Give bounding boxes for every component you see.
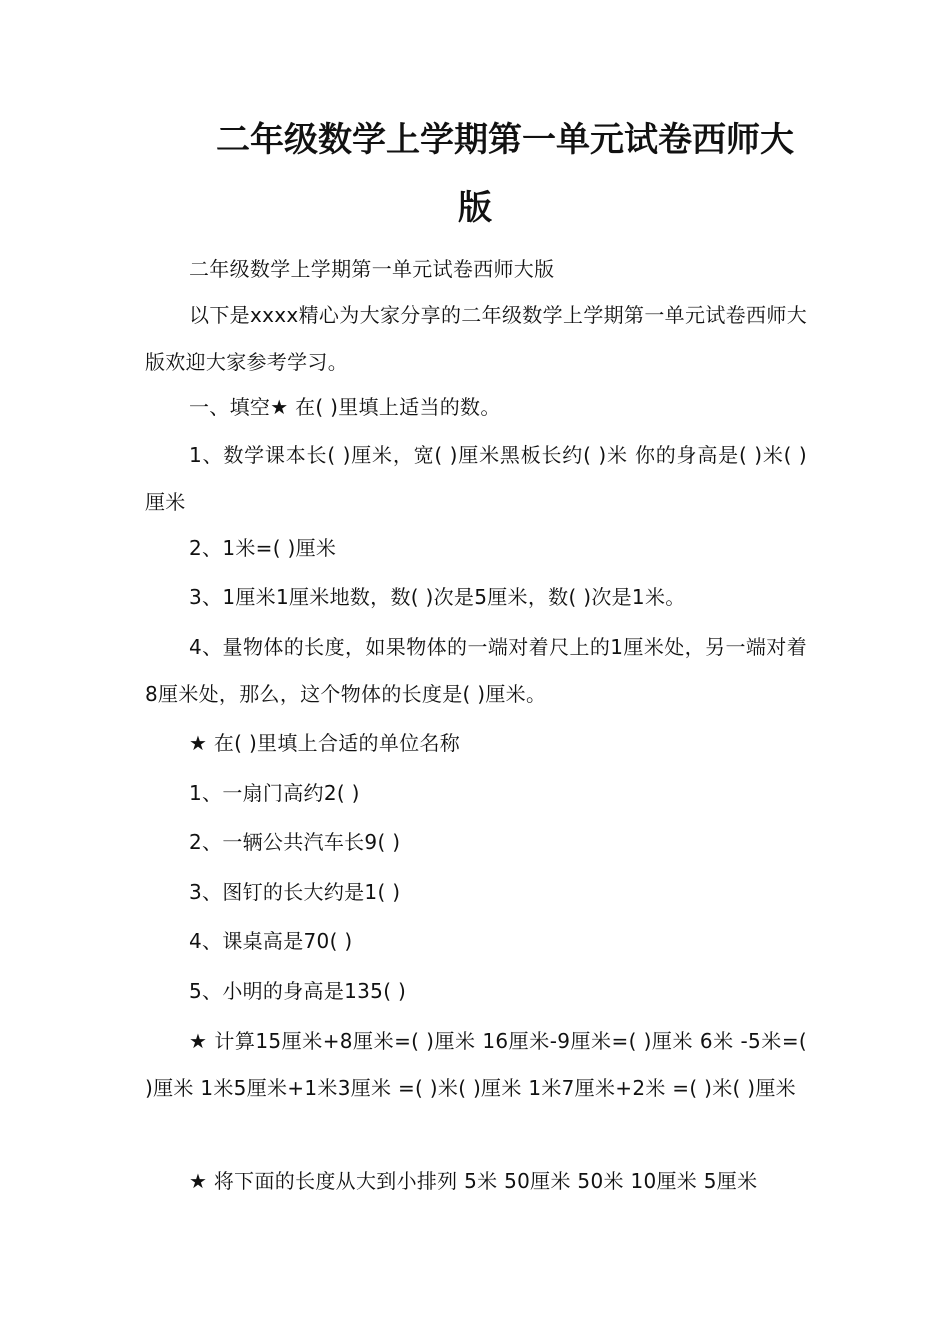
section-ordering: ★ 将下面的长度从大到小排列 5米 50厘米 50米 10厘米 5厘米 xyxy=(189,1169,758,1193)
unit-question-4: 4、课桌高是70( ) xyxy=(189,929,353,953)
paragraph-intro: 以下是xxxx精心为大家分享的二年级数学上学期第一单元试卷西师大版欢迎大家参考学习。 xyxy=(145,303,807,374)
question-1: 1、数学课本长( )厘米，宽( )厘米黑板长约( )米 你的身高是( )米( )厘米 xyxy=(145,443,807,514)
section-fill-blank-heading: 一、填空★ 在( )里填上适当的数。 xyxy=(189,395,501,419)
document-title-line1: 二年级数学上学期第一单元试卷西师大 xyxy=(216,120,794,160)
question-4: 4、量物体的长度，如果物体的一端对着尺上的1厘米处，另一端对着8厘米处，那么，这个物体的长度是( )厘米。 xyxy=(145,635,807,706)
section-calculation: ★ 计算15厘米+8厘米=( )厘米 16厘米-9厘米=( )厘米 6米 -5米=( )厘米 1米5厘米+1米3厘米 =( )米( )厘米 1米7厘米+2米 =( )米( )厘米 xyxy=(145,1029,807,1100)
document-title-line2: 版 xyxy=(458,188,492,228)
unit-question-3: 3、图钉的长大约是1( ) xyxy=(189,880,401,904)
unit-question-1: 1、一扇门高约2( ) xyxy=(189,781,360,805)
paragraph-subtitle: 二年级数学上学期第一单元试卷西师大版 xyxy=(189,257,555,281)
question-2: 2、1米=( )厘米 xyxy=(189,536,337,560)
section-units-heading: ★ 在( )里填上合适的单位名称 xyxy=(189,731,461,755)
unit-question-5: 5、小明的身高是135( ) xyxy=(189,979,407,1003)
question-3: 3、1厘米1厘米地数，数( )次是5厘米，数( )次是1米。 xyxy=(189,585,686,609)
unit-question-2: 2、一辆公共汽车长9( ) xyxy=(189,830,401,854)
